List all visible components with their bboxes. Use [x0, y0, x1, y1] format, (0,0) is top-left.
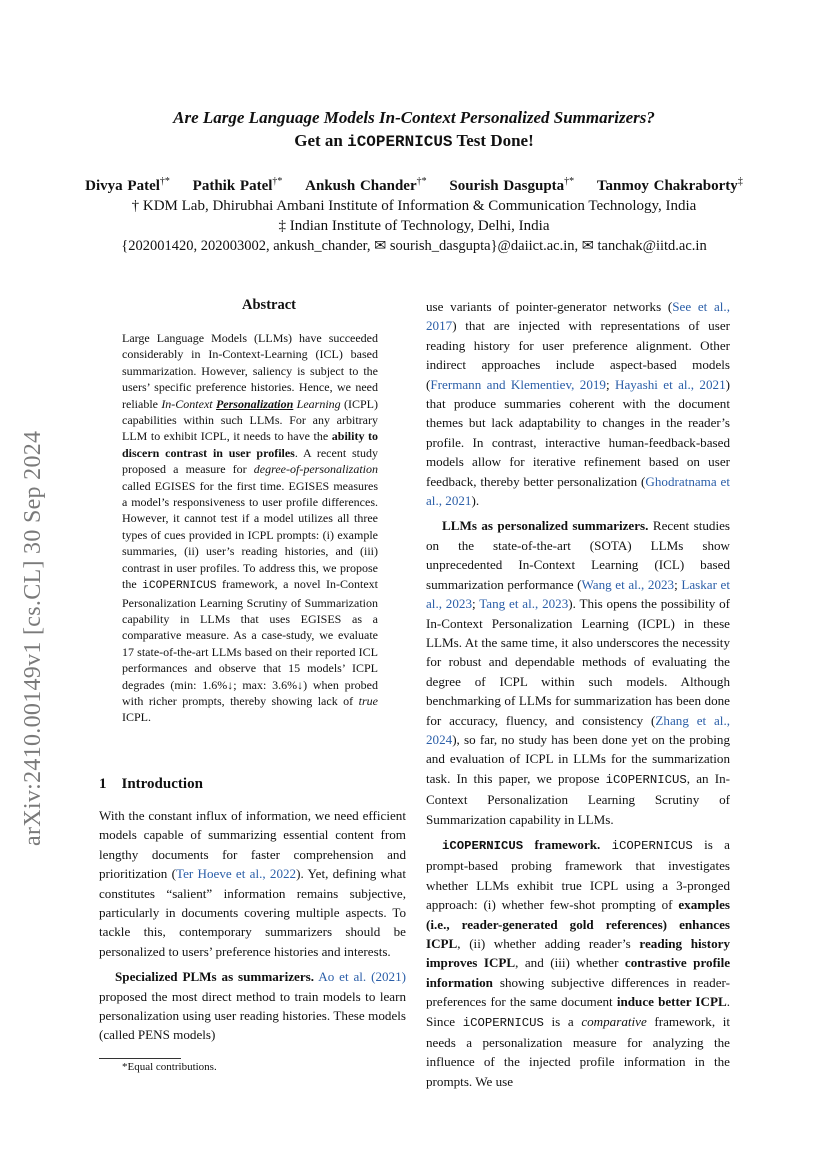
paper-title-line2	[0, 130, 828, 153]
citation-ghodratnama[interactable]: Ghodratnama et al., 2021	[426, 473, 730, 509]
author-emails: {202001420, 202003002, ankush_chander, ✉ sourish_dasgupta}@daiict.ac.in, ✉ tanchak@iitd.ac.in	[121, 238, 707, 254]
citation-see[interactable]: See et al., 2017	[426, 299, 730, 334]
intro-paragraph-1: With the constant influx of information, we need efficient models capable of summarizing essential content from lengthy documents for faster comprehension and prioritization (Ter Hoeve et al., 2022). Yet, defining what constitutes “salient” information remains subjective, particularly in documents covering multiple aspects. To tackle this, contemporary summarizers should be personalized to users’ preference histories and interests.	[99, 808, 406, 959]
right-paragraph-2: LLMs as personalized summarizers. Recent studies on the state-of-the-art (SOTA) LLMs show unprecedented In-Context Learning (ICL) based summarization performance (Wang et al., 2023; Laskar et al., 2023; Tang et al., 2023). This opens the possibility of In-Context Personalization Learning (ICPL) in these LLMs. At the same time, it also underscores the necessity for robust and dependable methods of evaluating the degree of ICPL within such models. Although benchmarking of LLMs for summarization has been done for accuracy, fluency, and consistency (Zhang et al., 2024), so far, no study has been done yet on the probing and evaluation of ICPL in LLMs for the summarization task. In this paper, we propose iCOPERNICUS, an In-Context Personalization Learning Scrutiny of Summarization capability in LLMs.	[426, 518, 731, 827]
citation-ao[interactable]: Ao et al. (2021)	[318, 969, 406, 985]
arxiv-identifier: arXiv:2410.00149v1 [cs.CL] 30 Sep 2024	[20, 430, 46, 846]
citation-tang[interactable]: Tang et al., 2023	[479, 596, 569, 612]
citation-hayashi[interactable]: Hayashi et al., 2021	[614, 376, 726, 392]
author-4: Sourish Dasgupta†*	[449, 176, 575, 194]
title-text-2b: iCOPERNICUS	[347, 133, 453, 151]
title-text-2a: Get an	[294, 131, 348, 150]
right-paragraph-1: use variants of pointer-generator networks (See et al., 2017) that are injected with representations of user reading history for user preference alignment. Other indirect approaches include aspect-based models (Frermann and Klementiev, 2019; Hayashi et al., 2021) that produce summaries coherent with the document themes but lack adaptability to changes in the reader’s profile. In contrast, interactive human-feedback-based models allow for iterative refinement based on user feedback, thereby better personalization (Ghodratnama et al., 2021).	[426, 299, 730, 509]
footnote: *Equal contributions.	[122, 1061, 217, 1073]
affiliation-2: ‡ Indian Institute of Technology, Delhi, India	[278, 218, 550, 234]
paper-title-line1	[0, 107, 828, 129]
author-5: Tanmoy Chakraborty‡	[596, 176, 743, 194]
author-3: Ankush Chander†*	[305, 176, 427, 194]
intro-left-column	[99, 806, 406, 1045]
abstract-body: Large Language Models (LLMs) have succeeded considerably in In-Context-Learning (ICL) based summarization. However, saliency is subject to the users’ specific preference histories. Hence, we need reliable In-Context Personalization Learning (ICPL) capabilities within such LLMs. For any arbitrary LLM to exhibit ICPL, it needs to have the ability to discern contrast in user profiles. A recent study proposed a measure for degree-of-personalization called EGISES for the first time. EGISES measures a model’s responsiveness to user profile differences. However, it cannot test if a model utilizes all three types of cues provided in ICPL prompts: (i) example summaries, (ii) user’s reading histories, and (iii) contrast in user profiles. To address this, we propose the iCOPERNICUS framework, a novel In-Context Personalization Learning Scrutiny of Summarization capability in LLMs that uses EGISES as a comparative measure. As a case-study, we evaluate 17 state-of-the-art LLMs based on their reported ICL performances and observe that 15 models’ ICPL degrades (min: 1.6%↓; max: 3.6%↓) when probed with richer prompts, thereby showing lack of true ICPL.	[122, 331, 379, 725]
citation-frermann[interactable]: Frermann and Klementiev, 2019	[430, 376, 606, 392]
footnote-rule	[99, 1058, 181, 1059]
citation-wang[interactable]: Wang et al., 2023	[581, 576, 675, 592]
author-1: Divya Patel†*	[85, 176, 170, 194]
section-heading-introduction: 1 Introduction	[99, 776, 203, 792]
citation-zhang[interactable]: Zhang et al., 2024	[426, 712, 730, 747]
author-2: Pathik Patel†*	[192, 176, 283, 194]
title-text-2c: Test Done!	[452, 131, 534, 150]
abstract-heading: Abstract	[242, 297, 296, 313]
right-column	[426, 297, 730, 1091]
intro-paragraph-2: Specialized PLMs as summarizers. Ao et al. (2021) proposed the most direct method to train models to learn personalization using user reading histories. These models (called PENS models)	[99, 969, 406, 1043]
right-paragraph-3: iCOPERNICUS framework. iCOPERNICUS is a prompt-based probing framework that investigates whether LLMs exhibit true ICPL using a 3-pronged approach: (i) whether few-shot prompting of examples (i.e., reader-generated gold references) enhances ICPL, (ii) whether adding reader’s reading history improves ICPL, and (iii) whether contrastive profile information showing subjective differences in reader-preferences for the same document induce better ICPL. Since iCOPERNICUS is a comparative framework, it needs a personalization measure for analyzing the influence of the injected profile information in the prompts. We use	[426, 836, 731, 1089]
citation-laskar[interactable]: Laskar et al., 2023	[426, 576, 731, 612]
citation-ter-hoeve[interactable]: Ter Hoeve et al., 2022	[175, 866, 297, 882]
title-text-1: Are Large Language Models In-Context Personalized Summarizers?	[173, 108, 655, 127]
affiliation-1: † KDM Lab, Dhirubhai Ambani Institute of Information & Communication Technology, India	[131, 198, 697, 214]
author-list	[0, 176, 828, 195]
